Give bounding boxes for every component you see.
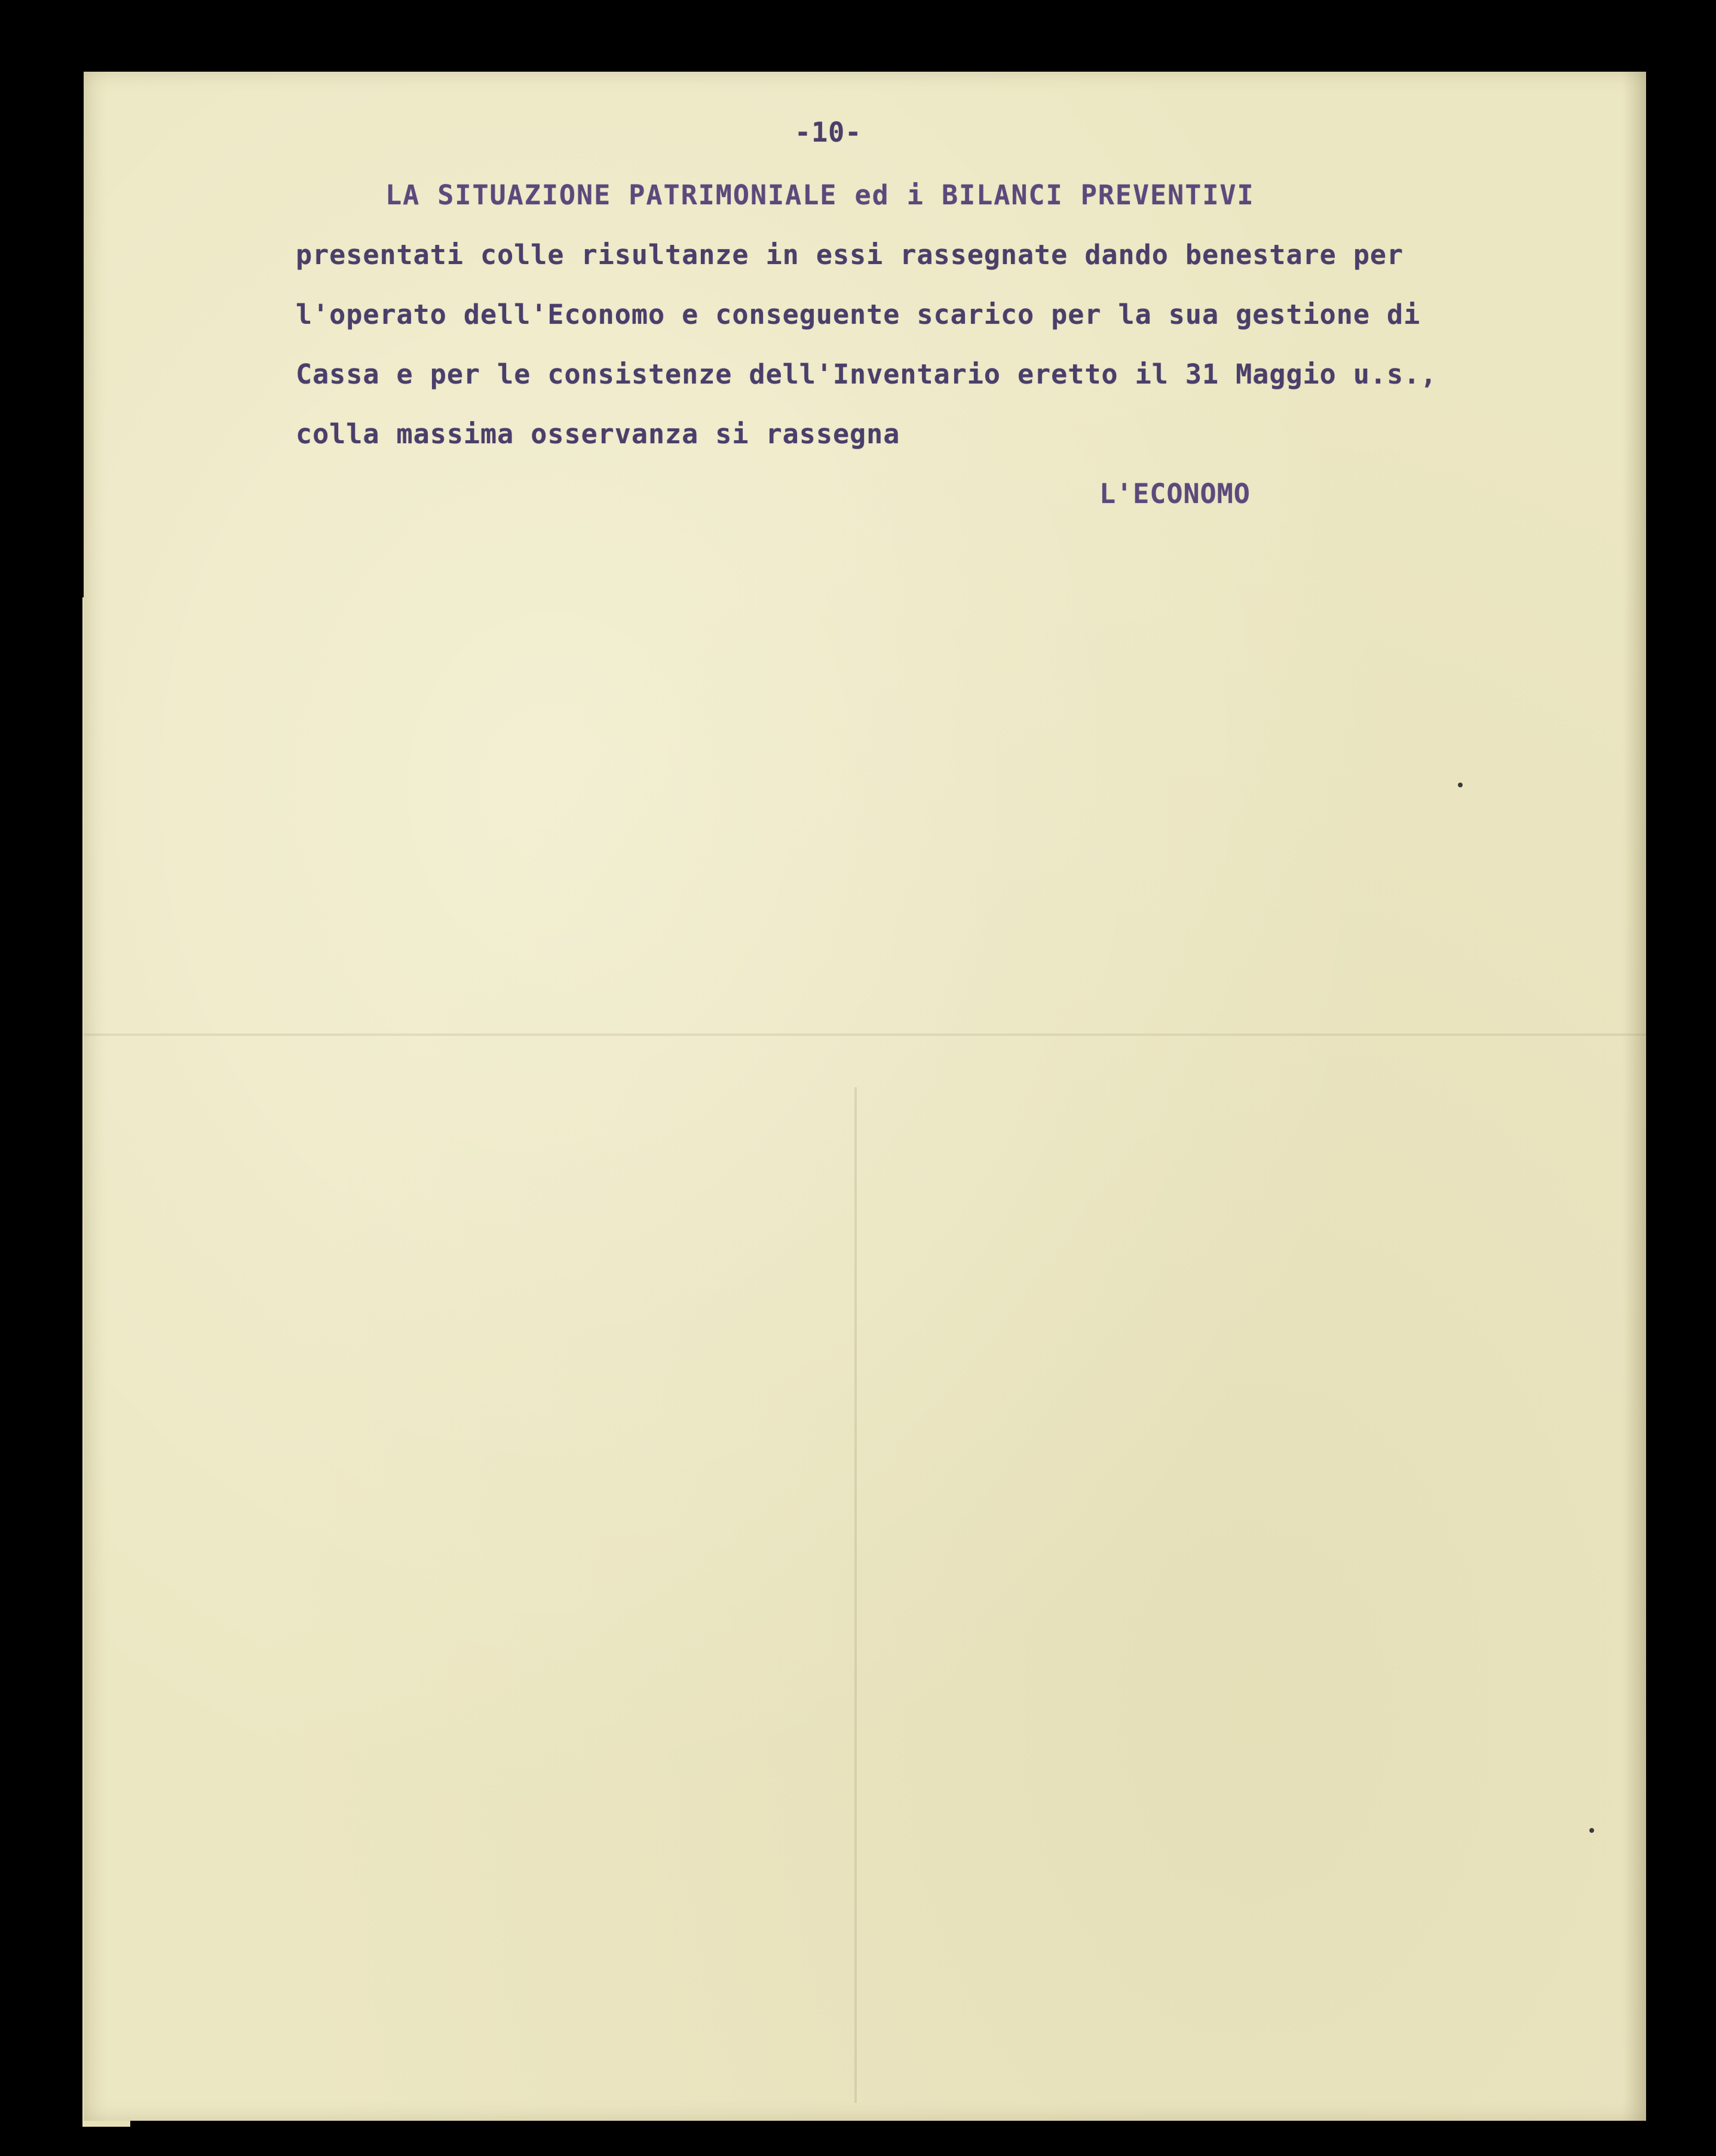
document-page <box>84 72 1646 2121</box>
page-number: -10- <box>795 116 862 148</box>
document-heading: LA SITUAZIONE PATRIMONIALE ed i BILANCI PREVENTIVI <box>385 179 1255 211</box>
page-edge-shadow <box>1622 72 1646 2121</box>
body-line: l'operato dell'Economo e conseguente scarico per la sua gestione di <box>296 299 1421 330</box>
paper-speck <box>1458 783 1463 787</box>
body-line: presentati colle risultanze in essi rassegnate dando benestare per <box>296 239 1404 271</box>
signature-label: L'ECONOMO <box>1099 478 1251 510</box>
body-line: colla massima osservanza si rassegna <box>296 418 900 450</box>
paper-speck <box>1589 1828 1594 1833</box>
body-line: Cassa e per le consistenze dell'Inventario eretto il 31 Maggio u.s., <box>296 358 1438 390</box>
fold-line-horizontal <box>84 1033 1646 1036</box>
fold-line-vertical <box>854 1087 857 2103</box>
